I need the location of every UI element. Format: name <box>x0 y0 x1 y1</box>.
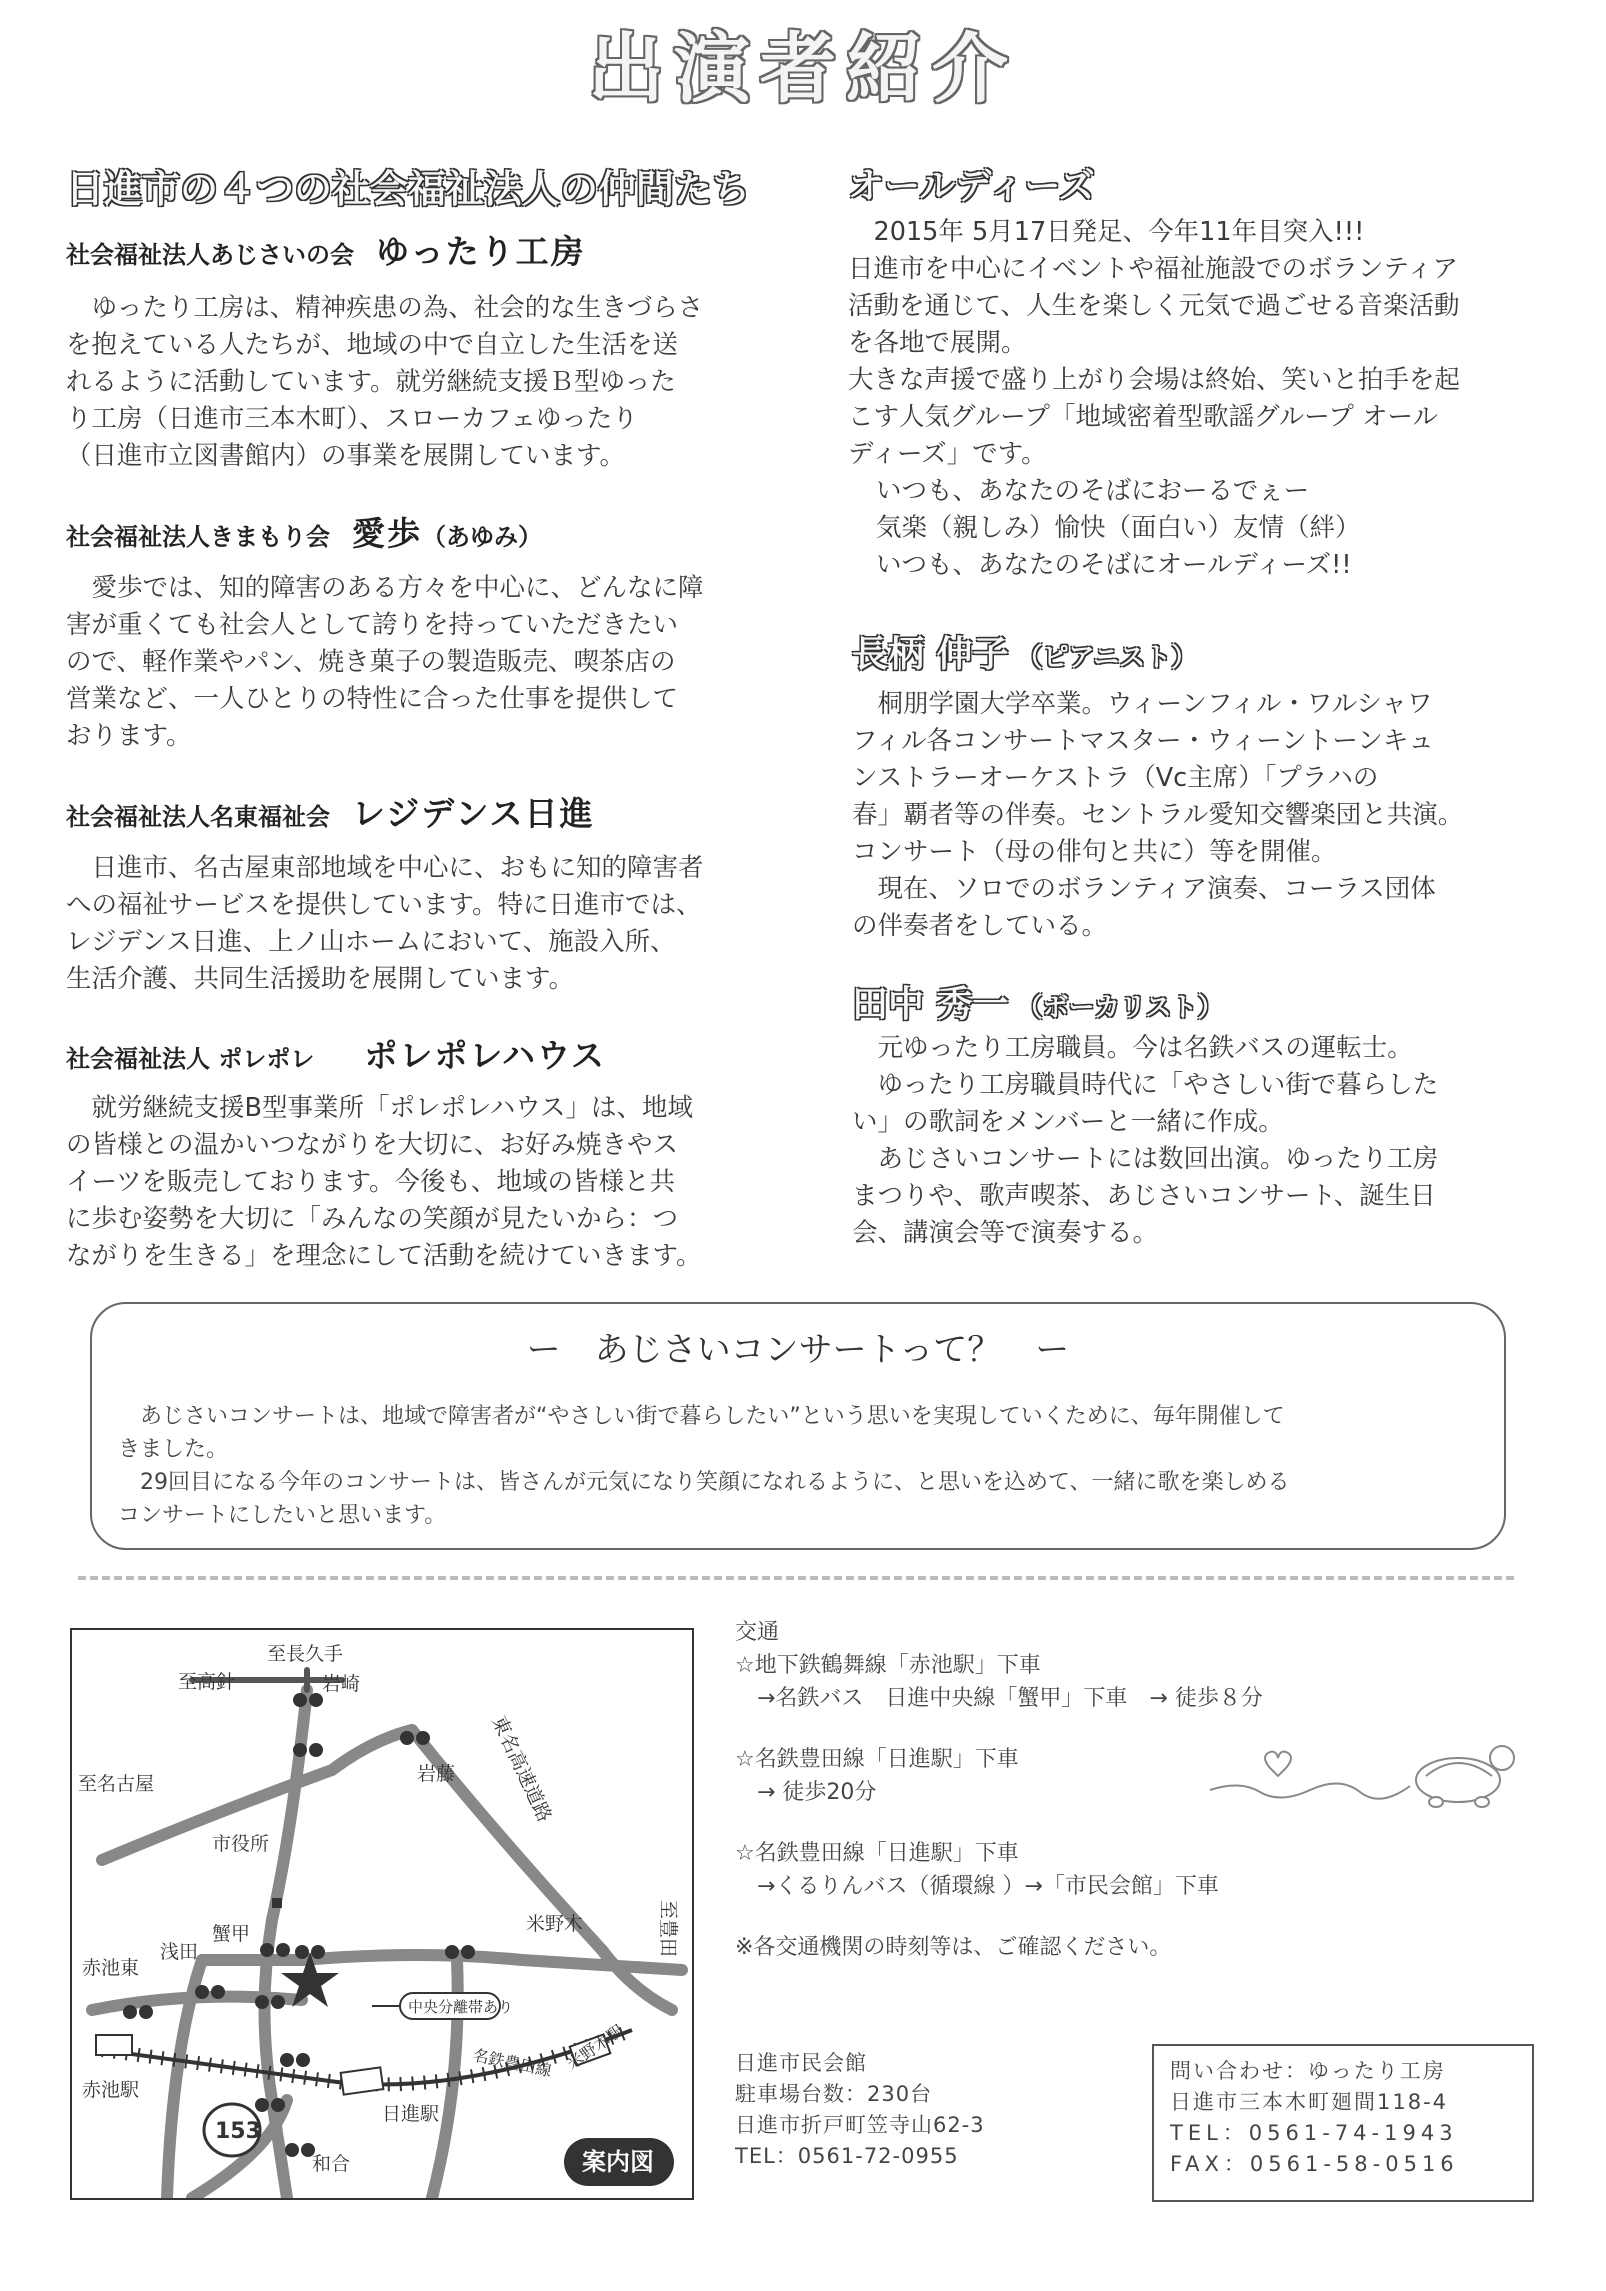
vocalist-heading <box>852 976 1224 1027</box>
org-name-sub: （あゆみ） <box>422 523 542 551</box>
org-name: 愛歩 <box>352 514 422 553</box>
pianist-name: 長柄 伸子 <box>852 634 1009 675</box>
map-signal <box>255 2098 269 2112</box>
desc-line: レジデンス日進、上ノ山ホームにおいて、施設入所、 <box>66 927 676 957</box>
map-label: 和合 <box>312 2153 351 2175</box>
desc-line: を各地で展開。 <box>848 328 1027 358</box>
desc-line: 元ゆったり工房職員。今は名鉄バスの運転士。 <box>877 1033 1413 1063</box>
desc-line: イーツを販売しております。今後も、地域の皆様と共 <box>66 1167 675 1197</box>
map-signal <box>276 1943 290 1957</box>
desc-line: まつりや、歌声喫茶、あじさいコンサート、誕生日 <box>852 1181 1436 1211</box>
venue-parking: 駐車場台数：230台 <box>735 2082 933 2106</box>
org-heading-yuttari <box>66 226 586 273</box>
about-line: きました。 <box>118 1437 229 1462</box>
left-column-heading: 日進市の４つの社会福祉法人の仲間たち <box>66 167 751 211</box>
route-line: →くるりんバス（循環線 ）→「市民会館」下車 <box>757 1874 1219 1899</box>
desc-line: 日進市、名古屋東部地域を中心に、おもに知的障害者 <box>91 853 704 883</box>
map-signal <box>280 2053 294 2067</box>
map-signal <box>255 1995 269 2009</box>
about-title: ー あじさいコンサートって？ ー <box>526 1330 1070 1370</box>
desc-line: こす人気グループ「地域密着型歌謡グループ オール <box>848 402 1439 432</box>
map-label: 蟹甲 <box>212 1923 251 1945</box>
contact-tel: TEL：0561-74-1943 <box>1170 2121 1458 2145</box>
desc-line: を抱えている人たちが、地域の中で自立した生活を送 <box>66 330 679 360</box>
venue-tel: TEL：0561-72-0955 <box>735 2144 959 2168</box>
map-label: 153 <box>215 2119 261 2144</box>
turtle-illustration <box>1200 1720 1520 1820</box>
desc-line: 営業など、一人ひとりの特性に合った仕事を提供して <box>66 684 679 714</box>
org-desc-polepole <box>66 1090 786 1275</box>
contact-label: 問い合わせ：ゆったり工房 <box>1170 2059 1446 2083</box>
map-cityhall-marker <box>272 1898 282 1908</box>
desc-line: あじさいコンサートには数回出演。ゆったり工房 <box>877 1144 1439 1174</box>
org-corp: 社会福祉法人名東福祉会 <box>66 803 330 831</box>
map-label: 米野木駅 <box>563 2020 627 2074</box>
access-heading: 交通 <box>735 1620 780 1645</box>
desc-line: の伴奏者をしている。 <box>852 911 1108 941</box>
pianist-desc <box>852 686 1552 945</box>
map-label: 市役所 <box>212 1833 270 1855</box>
desc-line: い」の歌詞をメンバーと一緒に作成。 <box>852 1107 1284 1137</box>
map-signal <box>309 1693 323 1707</box>
desc-line: 桐朋学園大学卒業。ウィーンフィル・ワルシャワ <box>877 689 1433 719</box>
desc-line: 日進市を中心にイベントや福祉施設でのボランティア <box>848 254 1458 284</box>
map-label: 名鉄豊田線 <box>471 2045 554 2081</box>
map-signal <box>295 1945 309 1959</box>
desc-line: 生活介護、共同生活援助を展開しています。 <box>66 964 574 994</box>
map-label: 至豊田 <box>657 1900 679 1958</box>
vocalist-name: 田中 秀一 <box>852 984 1009 1025</box>
org-corp: 社会福祉法人あじさいの会 <box>66 241 354 269</box>
map-signal <box>400 1731 414 1745</box>
map-signal <box>293 1693 307 1707</box>
about-box <box>90 1302 1506 1550</box>
org-desc-ayumi <box>66 570 786 755</box>
desc-line: ながりを生きる」を理念にして活動を続けていきます。 <box>66 1241 702 1271</box>
desc-line: 現在、ソロでのボランティア演奏、コーラス団体 <box>877 874 1436 904</box>
map-signal <box>311 1945 325 1959</box>
desc-line: ゆったり工房職員時代に「やさしい街で暮らした <box>877 1070 1439 1100</box>
map-station <box>96 2035 132 2055</box>
desc-line: 害が重くても社会人として誇りを持っていただきたい <box>66 610 679 640</box>
map-station <box>341 2067 384 2094</box>
desc-line: コンサート（母の俳句と共に）等を開催。 <box>852 837 1337 867</box>
venue-name: 日進市民会館 <box>735 2051 867 2075</box>
map-label: 至高針 <box>178 1671 236 1693</box>
about-line: コンサートにしたいと思います。 <box>118 1503 447 1528</box>
access-map <box>70 1628 694 2200</box>
org-corp: 社会福祉法人きまもり会 <box>66 523 330 551</box>
about-line: あじさいコンサートは、地域で障害者が“やさしい街で暮らしたい”という思いを実現していくために、毎年開催して <box>140 1404 1285 1429</box>
map-signal <box>139 2005 153 2019</box>
route-line: ☆地下鉄鶴舞線「赤池駅」下車 <box>735 1653 1041 1678</box>
route-line: ☆名鉄豊田線「日進駅」下車 <box>735 1747 1019 1772</box>
org-heading-polepole <box>66 1030 606 1077</box>
map-signal <box>271 2098 285 2112</box>
org-name: ゆったり工房 <box>376 232 586 271</box>
desc-line: の皆様との温かいつながりを大切に、お好み焼きやス <box>66 1130 679 1160</box>
about-text <box>118 1400 1474 1532</box>
map-signal <box>123 2005 137 2019</box>
desc-line: フィル各コンサートマスター・ウィーントーンキュ <box>852 726 1434 756</box>
motto-line: 気楽（親しみ）愉快（面白い）友情（絆） <box>876 513 1361 543</box>
venue-info <box>735 2048 1065 2172</box>
org-desc-yuttari <box>66 290 786 475</box>
map-signal <box>195 1985 209 1999</box>
map-label: 岩崎 <box>322 1673 361 1695</box>
map-signal <box>309 1743 323 1757</box>
desc-line: 春」覇者等の伴奏。セントラル愛知交響楽団と共演。 <box>852 800 1464 830</box>
contact-box <box>1152 2044 1534 2202</box>
route-line: ☆名鉄豊田線「日進駅」下車 <box>735 1841 1019 1866</box>
desc-line: に歩む姿勢を大切に「みんなの笑顔が見たいから：つ <box>66 1204 679 1234</box>
map-label: 東名高速道路 <box>487 1712 556 1826</box>
map-signal <box>461 1945 475 1959</box>
motto-line: いつも、あなたのそばにオールディーズ!! <box>876 550 1352 580</box>
desc-line: 大きな声援で盛り上がり会場は終始、笑いと拍手を起 <box>848 365 1461 395</box>
desc-line: おります。 <box>66 721 192 751</box>
about-line: 29回目になる今年のコンサートは、皆さんが元気になり笑顔になれるように、と思いを込めて、一緒に歌を楽しめる <box>140 1470 1290 1495</box>
desc-line: れるように活動しています。就労継続支援Ｂ型ゆった <box>66 367 676 397</box>
desc-line: ンストラーオーケストラ（Vc主席）「プラハの <box>852 763 1379 793</box>
page-title: 出演者紹介 <box>588 24 1018 113</box>
org-heading-residence <box>66 788 595 835</box>
map-signal <box>416 1731 430 1745</box>
desc-line: ディーズ」です。 <box>848 439 1047 469</box>
desc-line: （日進市立図書館内）の事業を展開しています。 <box>66 441 625 471</box>
map-label: 岩藤 <box>417 1763 456 1785</box>
map-signal <box>260 1943 274 1957</box>
org-desc-residence <box>66 850 786 998</box>
map-signal <box>296 2053 310 2067</box>
org-name: レジデンス日進 <box>352 794 595 833</box>
map-signal <box>445 1945 459 1959</box>
map-label: 赤池東 <box>82 1957 140 1979</box>
vocalist-desc <box>852 1030 1552 1252</box>
map-label: 至長久手 <box>267 1643 344 1665</box>
org-heading-ayumi <box>66 508 542 555</box>
map-label: 至名古屋 <box>78 1773 155 1795</box>
pianist-role: （ピアニスト） <box>1016 643 1198 673</box>
oldies-heading: オールディーズ <box>848 166 1095 207</box>
desc-line: り工房（日進市三本木町）、スローカフェゆったり <box>66 404 638 434</box>
desc-line: 愛歩では、知的障害のある方々を中心に、どんなに障 <box>91 573 704 603</box>
vocalist-role: （ボーカリスト） <box>1016 993 1224 1023</box>
map-signal <box>285 2143 299 2157</box>
desc-line: 2015年 5月17日発足、今年11年目突入!!! <box>873 217 1365 247</box>
contact-address: 日進市三本木町廻間118-4 <box>1170 2090 1449 2114</box>
desc-line: 会、講演会等で演奏する。 <box>852 1218 1159 1248</box>
desc-line: 就労継続支援B型事業所「ポレポレハウス」は、地域 <box>91 1093 693 1123</box>
motto-line: いつも、あなたのそばにおーるでぇー <box>876 476 1310 506</box>
map-signal <box>211 1985 225 1999</box>
map-label: 中央分離帯あり <box>408 1998 514 2016</box>
desc-line: ので、軽作業やパン、焼き菓子の製造販売、喫茶店の <box>66 647 676 677</box>
map-signal <box>271 1995 285 2009</box>
desc-line: ゆったり工房は、精神疾患の為、社会的な生きづらさ <box>91 293 704 323</box>
map-label: 案内図 <box>582 2148 654 2176</box>
org-corp: 社会福祉法人 ポレポレ <box>66 1045 315 1073</box>
route-line: → 徒歩20分 <box>757 1780 877 1805</box>
map-label: 米野木 <box>526 1913 584 1935</box>
desc-line: への福祉サービスを提供しています。特に日進市では、 <box>66 890 702 920</box>
desc-line: 活動を通じて、人生を楽しく元気で過ごせる音楽活動 <box>848 291 1460 321</box>
oldies-desc <box>848 214 1548 584</box>
map-label: 日進駅 <box>382 2103 440 2125</box>
map-label: 赤池駅 <box>82 2079 140 2101</box>
divider <box>78 1576 1514 1580</box>
route-line: →名鉄バス 日進中央線「蟹甲」下車 → 徒歩８分 <box>757 1686 1263 1711</box>
map-svg <box>72 1630 692 2198</box>
org-name: ポレポレハウス <box>364 1036 607 1075</box>
contact-fax: FAX：0561-58-0516 <box>1170 2152 1459 2176</box>
access-note: ※各交通機関の時刻等は、ご確認ください。 <box>735 1935 1172 1960</box>
venue-address: 日進市折戸町笠寺山62-3 <box>735 2113 985 2137</box>
map-signal <box>293 1743 307 1757</box>
map-label: 浅田 <box>160 1941 199 1963</box>
pianist-heading <box>852 626 1197 677</box>
